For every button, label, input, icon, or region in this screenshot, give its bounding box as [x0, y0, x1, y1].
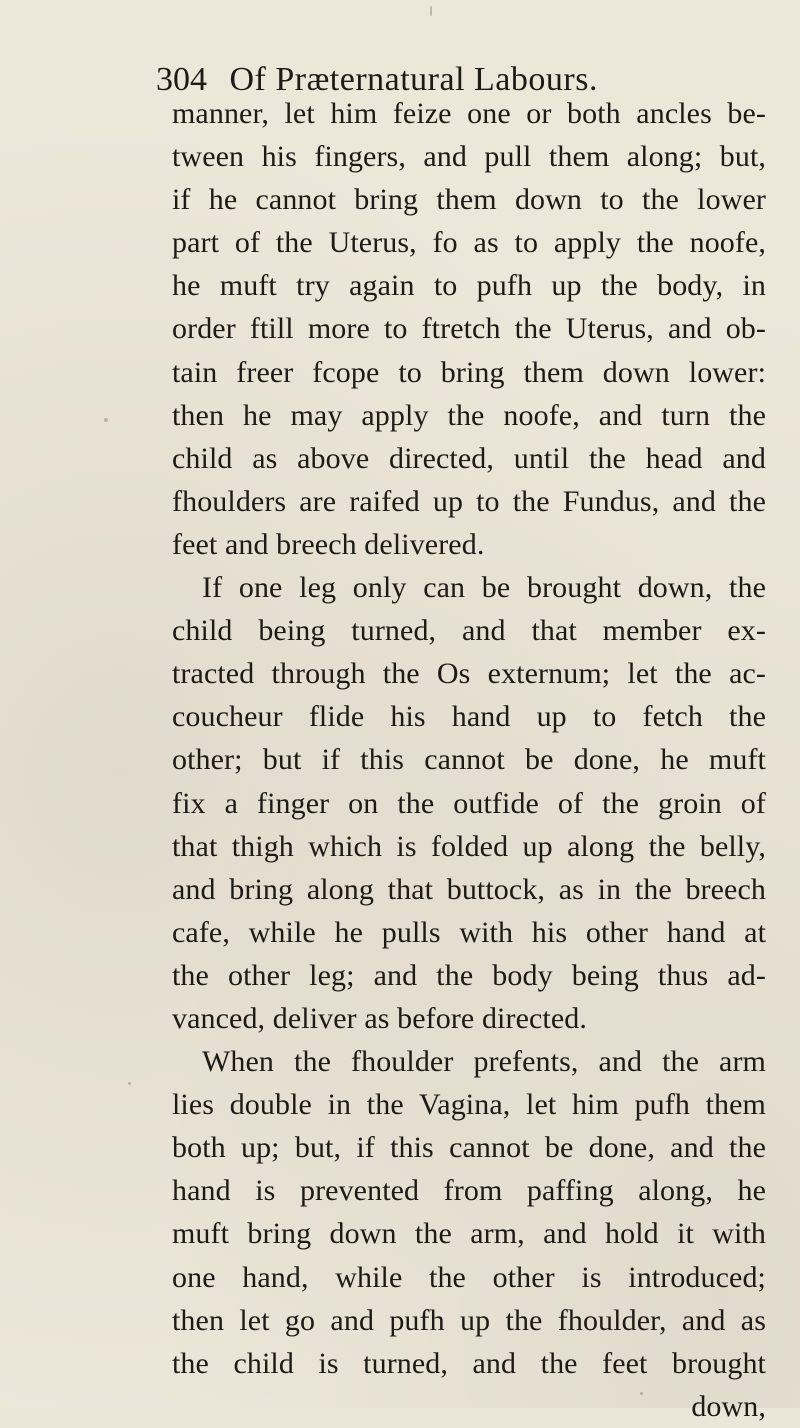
text-line: child as above directed, until the head and — [172, 441, 766, 475]
text-line: coucheur flide his hand up to fetch the — [172, 700, 766, 734]
text-line: one hand, while the other is introduced; — [172, 1260, 766, 1294]
text-line: fix a finger on the outfide of the groin of — [172, 786, 766, 820]
text-line: When the fhoulder prefents, and the arm — [202, 1045, 766, 1079]
text-line: the other leg; and the body being thus ad- — [172, 958, 766, 992]
text-line: tain freer fcope to bring them down lower: — [172, 355, 766, 389]
text-line: tween his fingers, and pull them along; but, — [172, 140, 766, 174]
text-line: that thigh which is folded up along the belly, — [172, 829, 766, 863]
page-number: 304 — [156, 61, 207, 98]
text-line: other; but if this cannot be done, he muft — [172, 743, 766, 777]
text-line: lies double in the Vagina, let him pufh them — [172, 1088, 766, 1122]
catchword: down, — [691, 1389, 766, 1423]
body-text — [172, 92, 766, 1428]
text-line: tracted through the Os externum; let the ac- — [172, 657, 766, 691]
running-title: Of Præternatural Labours. — [229, 61, 598, 98]
text-line: muft bring down the arm, and hold it with — [172, 1217, 766, 1251]
paper-speck — [104, 418, 108, 422]
text-line: he muft try again to pufh up the body, in — [172, 269, 766, 303]
text-line: fhoulders are raifed up to the Fundus, and the — [172, 484, 766, 518]
text-line: if he cannot bring them down to the lower — [172, 183, 766, 217]
text-line: and bring along that buttock, as in the breech — [172, 872, 766, 906]
text-line: hand is prevented from paffing along, he — [172, 1174, 766, 1208]
text-line: part of the Uterus, fo as to apply the noofe, — [172, 226, 766, 260]
text-line: feet and breech delivered. — [172, 527, 485, 561]
text-line: If one leg only can be brought down, the — [202, 571, 766, 605]
text-line: both up; but, if this cannot be done, and the — [172, 1131, 766, 1165]
paper-speck — [128, 1082, 131, 1085]
paper-speck — [430, 6, 432, 16]
text-line: then let go and pufh up the fhoulder, and as — [172, 1303, 766, 1337]
text-line: order ftill more to ftretch the Uterus, and ob- — [172, 312, 766, 346]
text-line: then he may apply the noofe, and turn the — [172, 398, 766, 432]
text-line: child being turned, and that member ex- — [172, 614, 766, 648]
text-line: vanced, deliver as before directed. — [172, 1001, 587, 1035]
text-line: cafe, while he pulls with his other hand at — [172, 915, 766, 949]
text-line: the child is turned, and the feet brought — [172, 1346, 766, 1380]
paper-speck — [640, 1392, 643, 1395]
text-line: manner, let him feize one or both ancles be- — [172, 97, 766, 130]
